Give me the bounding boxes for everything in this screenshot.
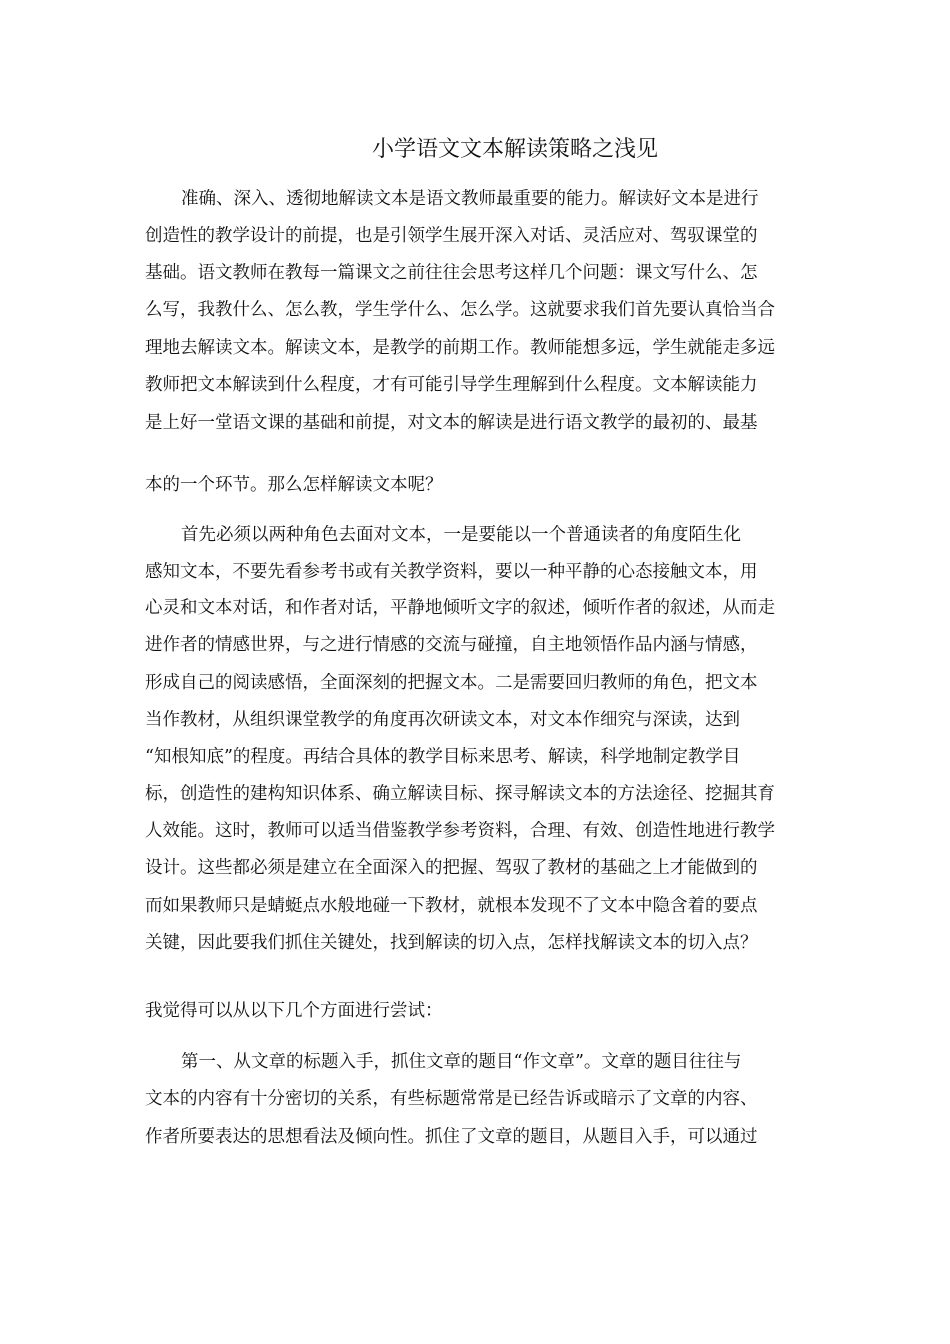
text-line: 基础。语文教师在教每一篇课文之前往往会思考这样几个问题：课文写什么、怎 <box>145 263 758 283</box>
text-line: 第一、从文章的标题入手，抓住文章的题目“作文章”。文章的题目往往与 <box>181 1052 742 1072</box>
text-line: 本的一个环节。那么怎样解读文本呢？ <box>145 475 443 495</box>
text-line: “知根知底”的程度。再结合具体的教学目标来思考、解读，科学地制定教学目 <box>145 747 741 767</box>
text-line: 首先必须以两种角色去面对文本，一是要能以一个普通读者的角度陌生化 <box>181 525 741 545</box>
text-line: 是上好一堂语文课的基础和前提，对文本的解读是进行语文教学的最初的、最基 <box>145 413 758 433</box>
text-line: 文本的内容有十分密切的关系，有些标题常常是已经告诉或暗示了文章的内容、 <box>145 1089 758 1109</box>
text-line: 准确、深入、透彻地解读文本是语文教师最重要的能力。解读好文本是进行 <box>181 189 759 209</box>
document-title: 小学语文文本解读策略之浅见 <box>371 137 658 162</box>
text-line: 形成自己的阅读感悟，全面深刻的把握文本。二是需要回归教师的角色，把文本 <box>145 673 758 693</box>
text-line: 当作教材，从组织课堂教学的角度再次研读文本，对文本作细究与深读，达到 <box>145 710 740 730</box>
text-line: 创造性的教学设计的前提，也是引领学生展开深入对话、灵活应对、驾驭课堂的 <box>145 226 758 246</box>
text-line: 我觉得可以从以下几个方面进行尝试： <box>145 1001 443 1021</box>
text-line: 而如果教师只是蜻蜓点水般地碰一下教材，就根本发现不了文本中隐含着的要点 <box>145 896 758 916</box>
text-line: 关键，因此要我们抓住关键处，找到解读的切入点，怎样找解读文本的切入点？ <box>145 933 758 953</box>
text-line: 标，创造性的建构知识体系、确立解读目标、探寻解读文本的方法途径、挖掘其育 <box>145 784 775 804</box>
text-line: 设计。这些都必须是建立在全面深入的把握、驾驭了教材的基础之上才能做到的 <box>145 858 758 878</box>
text-line: 作者所要表达的思想看法及倾向性。抓住了文章的题目，从题目入手，可以通过 <box>145 1127 758 1147</box>
text-line: 心灵和文本对话，和作者对话，平静地倾听文字的叙述，倾听作者的叙述，从而走 <box>145 598 775 618</box>
text-line: 理地去解读文本。解读文本，是教学的前期工作。教师能想多远，学生就能走多远 <box>145 338 775 358</box>
text-line: 人效能。这时，教师可以适当借鉴教学参考资料，合理、有效、创造性地进行教学 <box>145 821 775 841</box>
text-line: 教师把文本解读到什么程度，才有可能引导学生理解到什么程度。文本解读能力 <box>145 375 758 395</box>
text-line: 感知文本，不要先看参考书或有关教学资料，要以一种平静的心态接触文本，用 <box>145 562 758 582</box>
text-line: 进作者的情感世界，与之进行情感的交流与碰撞，自主地领悟作品内涵与情感， <box>145 635 758 655</box>
text-line: 么写，我教什么、怎么教，学生学什么、怎么学。这就要求我们首先要认真恰当合 <box>145 300 775 320</box>
